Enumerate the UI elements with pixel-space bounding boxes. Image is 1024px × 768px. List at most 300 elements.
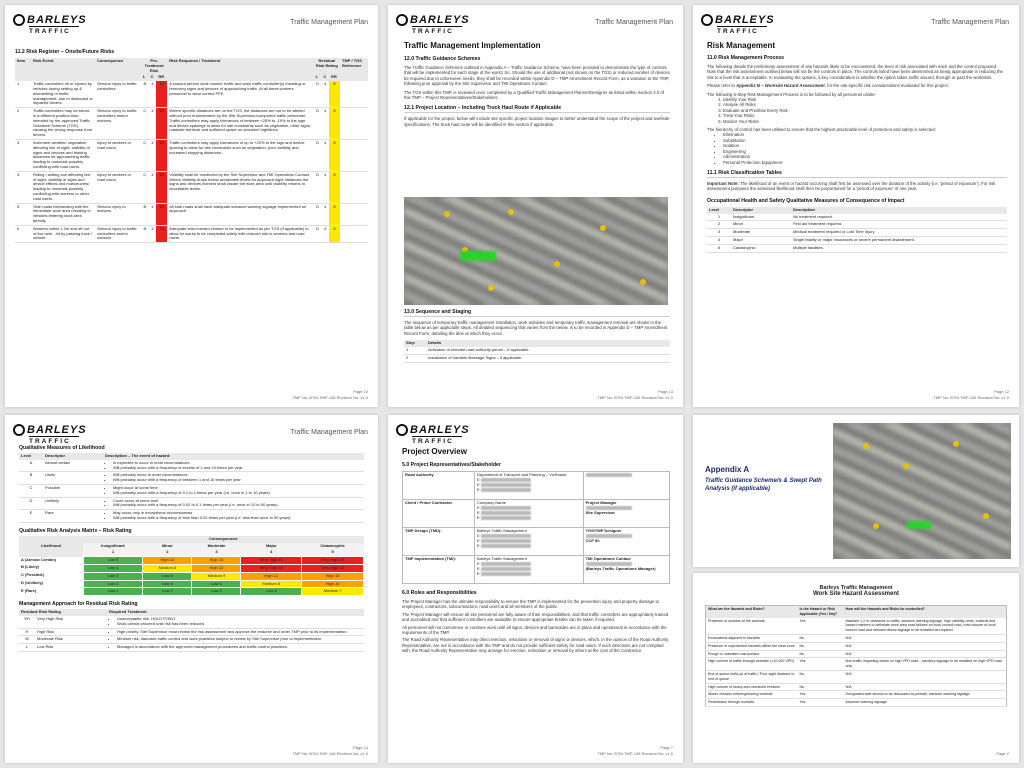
table-row [706,618,1007,635]
redacted-line: E [477,534,581,539]
table-cell: 16 [156,225,167,242]
page-project-overview [388,415,683,763]
matrix-col-header: Catastrophic [302,543,364,550]
plan-title: Traffic Management Plan [290,19,368,26]
page-footer: Page 12 TMP No: BTM-TMP-146 Revision No: v1.0 [933,389,1009,400]
table-cell: E [19,510,43,523]
list-item: • Will probably occur with a frequency in excess of 1 and 10 times per year [113,466,362,471]
section-heading: 6.0 Roles and Responsibilities [402,590,477,596]
section-heading: 5.0 Project Representatives/Stakeholder [402,462,501,468]
section-heading: 11.2 Risk Register – Onsite/Future Risks [15,49,115,55]
list-item: • Will probably occur with a frequency of 0.1 to 1 times per year (i.e. once in 1 to 10 years) [113,491,362,496]
list-item: • Is expected to occur in most circumstances [113,461,362,466]
table-cell: 4 [149,139,157,171]
page-footer: Page 10 TMP No: BTM-TMP-146 Revision No: v1.0 [292,389,368,400]
matrix-col-header: Moderate [192,543,241,550]
matrix-cell: High 10 [302,580,364,588]
list-item: • Work cannot proceed until risk has been reduced. [117,622,362,627]
table-cell: Rough or unsealed road surface [706,650,798,658]
paragraph: The TGS within this TMP, is reviewed once completed by a Qualified Traffic Management Planner/Designer as listed within Section 4.0 of this TMP – Project Representatives/Stakeholders. [404,89,665,101]
table-cell: 4 [321,225,329,242]
barleys-logo: BARLEYS TRAFFIC [15,15,89,39]
table-row [403,528,670,556]
table-cell: H [19,628,35,636]
table-cell [340,225,368,242]
table-cell: Non-traffic impacting works on high VPD road – advisory signage to be installed on high VPD road only. [844,658,1007,671]
table-cell: 3 [15,139,31,171]
matrix-col-value: 2 [143,549,192,556]
role-label: TMP Design (TMD): [403,528,475,556]
table-cell: Yes [798,699,844,707]
table-cell: N/A [844,634,1007,642]
table-cell: 12 [156,171,167,203]
matrix-cell: High 12 [241,572,302,580]
matrix-row [19,572,364,580]
paragraph: The Project Manager will ensure all site personnel are fully aware of their responsibilities, and that traffic controllers are appropriately trained and accredited and that sufficient controllers are available to ensure appropriate breaks can be taken if required. [402,611,669,623]
paragraph: The following 5-Step Risk Management Process is to be followed by all personnel onsite: [707,91,876,97]
table-cell: Moderate Risk [35,636,107,644]
table-cell: B [141,203,149,225]
risk-register-table: Item Risk Event Consequence Pre-Treatment Risk Risk Response / Treatment Residual Risk Rating TMP / TGS Reference L C RR L C RR 1 Traffic controllers hit or injured by vehicles during setting up & dismantling of traffic management, due to distracted or impaired drivers. Serious injury to traffic controllers. B 4 12 A lookout person shall monitor traffic and warn traffic controller(s) installing or removing signs and devices of approaching traffic. At all times workers personnel to wear correct PPE D 4 8 2 Traffic controllers may be struck in a different position than intended by the approved Traffic Guidance Scheme (TGS), causing the wrong response from drivers. Serious injury to traffic controllers and/or workers. C 4 12 Where specific distances are on the TGS, the distances are not to be altered without prior endorsement by the Site Supervisor/competent traffic personnel. Traffic controllers may apply tolerances of between +25% to -10% to the sign and device spacings to allow for site constraints such as vegetation, other signs, roadside furniture and sufficient space on shoulder/ sightlines. D 4 8 3 Inclement weather/ vegetation affecting line of sight, visibility of signs and devices and braking distances for approaching traffic leading to motorists possibly conflicting with road users. Injury to workers or road users. C 4 12 Traffic controllers may apply tolerances of up to +20% to the sign and device spacing to allow for site constraints such as vegetation, poor visibility and increased stopping distances. D 4 8 4 Riding / setting sun affecting line of sight, visibility of signs and device effects and manoeuvres/ leading to motorists possibly conflicting with workers or other road users. Injury to workers or road users. C 4 12 Visibility shall be monitored by the Site Supervisor and TMI Operations Contact. Where visibility drops below acceptable levels for approach sight distances the signs and devices workers shall vacate the work area until visibility returns to acceptable levels. D 4 8 5 Side roads intersecting with the immediate work area resulting in vehicles entering work area directly. Serious injury to workers. B 4 12 All side roads shall have adequate advance warning signage implemented on approach. D 4 8 6 Workers within 1.2m and off out of live lane - hit by passing truck / vehicle. Serious injury to traffic controllers and/or workers. B 4 16 Adequate lean-forward closure to be implemented as per TGS (if applicable) to allow for works to be completed safely with reduced risk to workers and road users. D 4 8 [15,58,368,243]
matrix-cell: Low 3 [192,588,241,596]
table-cell: 12 [156,203,167,225]
matrix-row-label: E (Rare) [21,587,37,593]
section-heading: 13.0 Sequence and Staging [404,309,670,317]
table-cell: D [19,497,43,510]
table-cell: 4 [149,108,157,140]
table-cell: 8 [329,139,340,171]
table-cell [107,644,364,652]
page-appendix-a [693,415,1019,567]
bullet-list [113,511,362,521]
page-traffic-implementation [388,5,683,407]
redacted-line: E [477,539,581,544]
page-title: Project Overview [402,447,467,456]
matrix-cell: Low 6 [143,572,192,580]
list-item: • Will probably occur with a frequency of between 1 and 10 times per year [113,478,362,483]
table-cell: 4 [149,171,157,203]
list-item: • Will probably occur in most circumstances [113,473,362,478]
table-cell: L [19,644,35,652]
table-cell: 5 [15,203,31,225]
traffic-guidance-map [833,423,1011,559]
list-item: • High priority. Site Supervisor must review the risk assessment and approve the endorse and order TMP prior to its implementation. [117,630,362,635]
table-cell: Pedestrians through worksite [706,699,798,707]
table-cell: 8 [329,81,340,107]
table-cell: Unlikely [43,497,103,510]
table-cell [107,616,364,628]
table-cell: D [314,203,322,225]
redacted-line: E [477,562,581,567]
table-cell: No [798,650,844,658]
risk-steps-list: 1. Identify Your Risk 2. Analyse All Risks 3. Evaluate and Prioritise Every Risk 4. Treat Your Risks 5. Monitor Your Risks [723,97,1007,124]
table-cell [103,497,364,510]
table-cell: Possible [43,484,103,497]
redacted-line [586,473,667,478]
table-cell: C [19,484,43,497]
table-cell: D [314,139,322,171]
table-cell: Adequate lean-forward closure to be implemented as per TGS (if applicable) to allow for works to be completed safely with reduced risk to workers and road users. [167,225,313,242]
table-row [706,642,1007,650]
table-cell: Traffic controllers may be struck in a different position than intended by the approved Traffic Guidance Scheme (TGS), causing the wrong response from drivers. [31,108,95,140]
paragraph: Please refer to Appendix B – Worksite Hazard Assessment, for the site-specific risk considerations evaluated for this project. [707,83,949,89]
paragraph: The Traffic Guidance Schemes outlined in Appendix A – Traffic Guidance Scheme, have been provided to demonstrate the type of controls that will be implemented for each stage of the work1 So. Should the use of additional (not shown on the TGS) or reduced number of devices be required due to unforeseen needs, they shall be recorded within Appendix D – TMP Amendment Record Form, as a variation to the TMP, following prior approval by the Site Supervisor and TMI Operations Contact. [404,65,670,87]
table-cell: Likely [43,472,103,485]
table-cell [475,528,584,556]
table-cell: Serious injury to traffic controllers and/or workers. [95,108,141,140]
consequence-table: Level Descriptor Description 1 Insignificant No treatment required. 2 Minor First aid treatment required. 3 Moderate Medical treatment required or Lost Time Injury 4 Major Single fatality or major insurances or severe permanent disablement. 5 Catastrophic Multiple fatalities. [707,207,1007,253]
table-cell: Yes [798,658,844,671]
section-heading: Occupational Health and Safety Qualitative Measures of Consequence of Impact [707,197,905,204]
table-row [19,636,364,644]
org-name: Barleys Traffic Management [819,585,893,591]
table-row [706,650,1007,658]
staging-table: Step Details 1 Activation of relevant road authority permit – if applicable. 2 Installation of Variable Message Signs – if applicable. [404,340,670,362]
table-cell [583,472,669,500]
table-cell: Advance warning signage. [844,699,1007,707]
page-footer: Page 7 TMP No: BTM-TMP-146 Revision No: v1.0 [597,745,673,756]
matrix-col-header: Major [241,543,302,550]
table-row [706,699,1007,707]
list-item: • Will probably occur with a frequency of less than 0.02 times per year (i.e. less than once in 50 years) [113,516,362,521]
page-footer: Page 2 [996,751,1009,756]
table-cell [103,510,364,523]
table-cell: D [314,171,322,203]
table-cell: 8 [329,171,340,203]
matrix-cell: Medium 9 [192,572,241,580]
table-cell: Inclement weather/ vegetation affecting line of sight, visibility of signs and devices and braking distances for approaching traffic leading to motorists possibly conflicting with road users. [31,139,95,171]
hazard-table: What are the Hazards and Risks? Is the Hazard or Risk Applicable (Yes / No)? How will the Hazards and Risks be controlled? Presence of workers at the worksite Yes Maintain 1.2 m clearance to traffic, advance warning signage, high visibility vests, bollards and hazard markers to delineate work area road failures on local council road, road closure or local council road and relevant detour signage to be installed as required. Excavations adjacent to worksite No N/A Presence of unprotected hazards within the clear zone No N/A Rough or unsealed road surface No N/A High volume of traffic through worksite (>10,000 VPD) Yes Non-traffic impacting works on high VPD road – advisory signage to be installed on high VPD road only. End of queue build-up of traffic / Poor sight distance to end of queue No N/A High volume of heavy and oversized vehicles No N/A Works vehicles entering/leaving worksite Yes Designated safe access to be discussed at prestart, advance warning signage. Pedestrians through worksite Yes Advance warning signage. [705,605,1007,707]
matrix-cell: Low 1 [83,588,143,596]
paragraph: If applicable for the project, below will include site specific project location images to better understand the scope of the project and worksite specifications. The truck haul route will be identified in this section if applicable. [404,116,670,127]
table-cell: No [798,642,844,650]
table-row [19,628,364,636]
table-cell: High volume of heavy and oversized vehicles [706,683,798,691]
section-heading: 12.0 Traffic Guidance Schemes [404,56,481,62]
table-cell: High Risk [35,628,107,636]
table-row [15,203,368,225]
redacted-line: E [477,544,581,549]
table-row [19,510,364,523]
table-cell: B [141,81,149,107]
table-cell: M [19,636,35,644]
page-title: Traffic Management Implementation [404,41,541,50]
table-row [15,108,368,140]
bullet-list [117,637,362,642]
table-cell: C [141,171,149,203]
table-cell: Excavations adjacent to worksite [706,634,798,642]
matrix-cell: Low 2 [83,580,143,588]
table-cell: VH [19,616,35,628]
table-cell [107,628,364,636]
bullet-list [113,499,362,509]
matrix-cell: Very High 20 [241,557,302,565]
table-cell: Serious injury to workers. [95,203,141,225]
hierarchy-list: • Elimination • Substitution • Isolation • Engineering • Administration • Personal Protection Equipment [723,132,1007,164]
list-item: • May occur only in exceptional circumstances [113,511,362,516]
list-item: • Medium risk, standard traffic control and work practices subject to review by Site Supervisor prior to implementation. [117,637,362,642]
page-title: Risk Management [707,41,776,50]
page-likelihood-matrix [5,415,378,763]
matrix-row-label: C (Possible) [21,572,45,578]
risk-matrix: Likelihood Consequences Insignificant Minor Moderate Major Catastrophic 1 2 3 4 5 A (Almost Certain) Low 5 High 10 High 15 Very High 20 Very High 25 B (Likely) Low 4 Medium 8 High 12 Very High 16 Very High 20 C (Possible) Low 3 Low 6 Medium 9 High 12 High 15 D (Unlikely) Low 2 Low 4 Low 6 Medium 8 High 10 E (Rare) Low 1 Low 2 Low 3 Low 4 Medium 7 [19,536,364,596]
table-cell: Almost certain [43,460,103,472]
project-location-map [404,197,668,305]
table-cell: 4 [321,81,329,107]
table-cell: 6 [15,225,31,242]
role-contact: Project Manager [585,500,617,505]
table-row [19,644,364,652]
table-cell [340,108,368,140]
table-cell: 4 [321,203,329,225]
table-cell: 12 [156,81,167,107]
list-item: • Might occur at some time [113,486,362,491]
bullet-list [113,473,362,483]
redacted-line: E [477,516,581,521]
bullet-list [117,630,362,635]
matrix-row [19,580,364,588]
matrix-col-value: 3 [192,549,241,556]
matrix-cell: Very High 20 [302,564,364,572]
table-cell: No [798,670,844,683]
table-cell: Presence of workers at the worksite [706,618,798,635]
matrix-cell: Low 2 [143,588,192,596]
table-row [403,500,670,528]
table-row [706,658,1007,671]
matrix-cell: Medium 8 [241,580,302,588]
role-label: Road Authority [403,472,475,500]
table-row [19,497,364,510]
table-cell: 4 [321,139,329,171]
table-cell: 4 [149,225,157,242]
table-cell: 4 [149,203,157,225]
redacted-line: E [477,488,581,493]
table-cell: Very High Risk [35,616,107,628]
matrix-cell: High 10 [143,557,192,565]
globe-icon [701,14,713,26]
role-value: Barleys Traffic Management [477,556,527,561]
table-row [19,616,364,628]
stakeholders-table [402,471,670,584]
matrix-cell: Low 4 [83,564,143,572]
table-cell: Traffic controllers may apply tolerances of up to +20% to the sign and device spacing to allow for site constraints such as vegetation, poor visibility and increased stopping distances. [167,139,313,171]
table-row [15,225,368,242]
table-cell: 1 [15,81,31,107]
table-cell [340,203,368,225]
table-cell: Rare [43,510,103,523]
section-heading: 11.1 Risk Classification Tables [707,170,1007,178]
table-cell: Yes [798,618,844,635]
role-contact-sub: CCF ID: [585,537,601,543]
table-cell: Workers within 1.2m and off out of live lane - hit by passing truck / vehicle. [31,225,95,242]
table-row [706,634,1007,642]
table-cell: 8 [329,108,340,140]
table-cell [340,139,368,171]
page-footer: Page 14 TMP No: BTM-TMP-146 Revision No: v1.0 [292,745,368,756]
plan-title: Traffic Management Plan [595,19,673,26]
bullet-list [113,461,362,471]
table-cell [107,636,364,644]
table-row [15,81,368,107]
redacted-line: E [477,572,581,577]
redacted-line: E [477,506,581,511]
list-item: • Will probably occur with a frequency of 0.02 to 0.1 times per year (i.e. once in 10 to 50 years) [113,503,362,508]
table-cell [475,500,584,528]
globe-icon [13,424,25,436]
matrix-row-label: A (Almost Certain) [21,556,56,562]
table-cell: Visibility shall be monitored by the Site Supervisor and TMI Operations Contact. Where visibility drops below acceptable levels for approach sight distances the signs and devices workers shall vacate the work area until visibility returns to acceptable levels. [167,171,313,203]
table-cell: No [798,683,844,691]
matrix-cell: Low 4 [241,588,302,596]
role-contact-sub: Site Supervisor [585,509,615,515]
matrix-row [19,557,364,565]
table-cell: Traffic controllers hit or injured by vehicles during setting up & dismantling of traffic management, due to distracted or impaired drivers. [31,81,95,107]
table-cell: Side roads intersecting with the immediate work area resulting in vehicles entering work area directly. [31,203,95,225]
matrix-row [19,564,364,572]
page-title: Work Site Hazard Assessment [812,591,900,597]
redacted-line: E [477,511,581,516]
table-cell: Designated safe access to be discussed at prestart, advance warning signage. [844,691,1007,699]
plan-title: Traffic Management Plan [931,19,1009,26]
table-row [403,556,670,584]
table-cell: High volume of traffic through worksite (>10,000 VPD) [706,658,798,671]
list-item: • Could occur at some time [113,499,362,504]
list-item: • Managed in accordance with the approved management procedures and traffic control practices. [117,645,362,650]
section-heading: Qualitative Measures of Likelihood [19,445,105,451]
table-cell: N/A [844,642,1007,650]
table-cell: End of queue build-up of traffic / Poor sight distance to end of queue [706,670,798,683]
table-cell: 12 [156,108,167,140]
table-cell: All side roads shall have adequate advance warning signage implemented on approach. [167,203,313,225]
table-cell: D [314,108,322,140]
redacted-line: E [477,483,581,488]
matrix-row-label: D (Unlikely) [21,580,44,586]
table-cell: N/A [844,683,1007,691]
table-cell: N/A [844,670,1007,683]
page-hazard-assessment [693,573,1019,763]
matrix-col-value: 1 [83,549,143,556]
role-label: Client / Prime Contractor [403,500,475,528]
table-cell: C [141,139,149,171]
table-cell: Serious injury to traffic controllers. [95,81,141,107]
matrix-cell: Very High 16 [241,564,302,572]
redacted-line: E [477,478,581,483]
table-cell: Serious injury to traffic controllers and/or workers. [95,225,141,242]
redacted-line: E [477,567,581,572]
table-cell: B [19,472,43,485]
matrix-row-label: B (Likely) [21,564,40,570]
table-cell: 4 [321,108,329,140]
matrix-col-value: 4 [241,549,302,556]
table-row [706,683,1007,691]
globe-icon [396,14,408,26]
barleys-logo: BARLEYS TRAFFIC [398,15,472,39]
table-cell [475,472,584,500]
paragraph: The hierarchy of control has been utilised to ensure that the highest practicable level of protection and safety is selected: [707,127,936,133]
role-contact: TGS/TMP Designer [585,528,622,533]
table-cell: 12 [156,139,167,171]
bullet-list [117,645,362,650]
table-cell: Works vehicles entering/leaving worksite [706,691,798,699]
role-contact: TMI Operations Contact [585,556,631,561]
matrix-cell: Low 6 [192,580,241,588]
table-cell [340,81,368,107]
paragraph: The Project Manager has the ultimate responsibility to ensure the TMP is implemented for the prevention injury and property damage to employees, contractors, subcontractors, road users and all members of the public. [402,599,660,610]
paragraph: All personnel will not commence or continue work until all signs, devices and barricades are in place and operational in accordance with the requirements of the TMP. [402,624,667,636]
table-cell: 4 [149,81,157,107]
likelihood-table: Level Descriptor Description – The event of hazard: A Almost certain • Is expected to occur in most circumstances • Will probably occur with a frequency in excess of 1 and 10 times per year B Likely • Will probably occur in most circumstances • Will probably occur with a frequency of between 1 and 10 times per year C Possible • Might occur at some time • Will probably occur with a frequency of 0.1 to 1 times per year (i.e. once in 1 to 10 years) D Unlikely • Could occur at some time • Will probably occur with a frequency of 0.02 to 0.1 times per year (i.e. once in 10 to 50 years) E Rare • May occur only in exceptional circumstances • Will probably occur with a frequency of less than 0.02 times per year (i.e. less than once in 50 years) [19,453,364,523]
table-cell: Injury to workers or road users. [95,139,141,171]
table-cell: D [314,225,322,242]
table-row [19,484,364,497]
barleys-logo: BARLEYS TRAFFIC [703,15,777,39]
table-cell: A [19,460,43,472]
table-cell: D [314,81,322,107]
list-item: • Unacceptable risk. HOLD POINT. [117,617,362,622]
table-cell: 8 [329,203,340,225]
paragraph: Important Note: The likelihood of an event or hazard occurring shall first be assessed over the duration of the activity (i.e. 'period of exposure'). For risk assessment purposes the assessed likelihood shall then be proportioned for a 'period of exposure' of one year. [707,180,996,192]
matrix-cell: Low 5 [83,557,143,565]
table-cell: B [141,225,149,242]
section-heading: Qualitative Risk Analysis Matrix – Risk Rating [19,527,132,534]
bullet-list [117,617,362,627]
matrix-cell: High 15 [192,557,241,565]
matrix-col-header: Minor [143,543,192,550]
table-cell: Injury to workers or road users. [95,171,141,203]
table-cell: 4 [321,171,329,203]
table-row [19,460,364,472]
matrix-cell: High 15 [302,572,364,580]
table-cell [103,484,364,497]
paragraph: The Road Authority Representative may direct erection, relocation or removal of signs or devices, which, in the opinion of the Road Authority Representative, are not in accordance with the TMP and do not provide sufficient safety for road users. If such directions are not complied with, the Road Authority Representative may arrange for erection, relocation or removal by others at the cost of the Contractor. [402,637,669,654]
appendix-title: Appendix A [705,465,750,474]
table-cell: Presence of unprotected hazards within the clear zone [706,642,798,650]
matrix-cell: Medium 7 [302,588,364,596]
table-row [19,472,364,485]
matrix-row [19,588,364,596]
globe-icon [13,14,25,26]
table-row [706,691,1007,699]
table-row [706,670,1007,683]
role-value: Department of Transport and Planning – VicRoads [477,472,567,477]
plan-title: Traffic Management Plan [290,429,368,436]
role-label: TMP Implementation (TMI): [403,556,475,584]
role-value: Barleys Traffic Management [477,528,527,533]
role-value: Company Name [477,500,506,505]
matrix-col-value: 5 [302,549,364,556]
table-cell [475,556,584,584]
role-contact-sub: (Barleys Traffic Operations Manager) [585,565,656,571]
table-cell: Maintain 1.2 m clearance to traffic, advance warning signage, high visibility vests, bollards and hazard markers to delineate work area road failures on local council road, road closure or local council road and relevant detour signage to be installed as required. [844,618,1007,635]
page-footer: Page 13 TMP No: BTM-TMP-146 Revision No: v1.0 [597,389,673,400]
table-row [403,472,670,500]
table-cell [583,528,669,556]
table-cell: Low Risk [35,644,107,652]
table-cell: 8 [329,225,340,242]
residual-risk-table: Residual Risk Rating Required Treatment VH Very High Risk • Unacceptable risk. HOLD POINT. • Work cannot proceed until risk has been reduced. H High Risk • High priority. Site Supervisor must review the risk assessment and approve the endorse and order TMP prior to its implementation. M Moderate Risk • Medium risk, standard traffic control and work practices subject to review by Site Supervisor prior to implementation. L Low Risk • Managed in accordance with the approved management procedures and traffic control practices. [19,609,364,652]
matrix-cell: Medium 8 [143,564,192,572]
table-cell [583,500,669,528]
table-cell: 4 [15,171,31,203]
bullet-list [113,486,362,496]
globe-icon [396,424,408,436]
matrix-col-header: Insignificant [83,543,143,550]
barleys-logo: BARLEYS TRAFFIC [398,425,472,449]
appendix-subtitle: Traffic Guidance Scheme/s & Swept Path Analysis (if applicable) [705,478,822,492]
table-cell [340,171,368,203]
table-row [15,171,368,203]
matrix-cell: Low 3 [83,572,143,580]
